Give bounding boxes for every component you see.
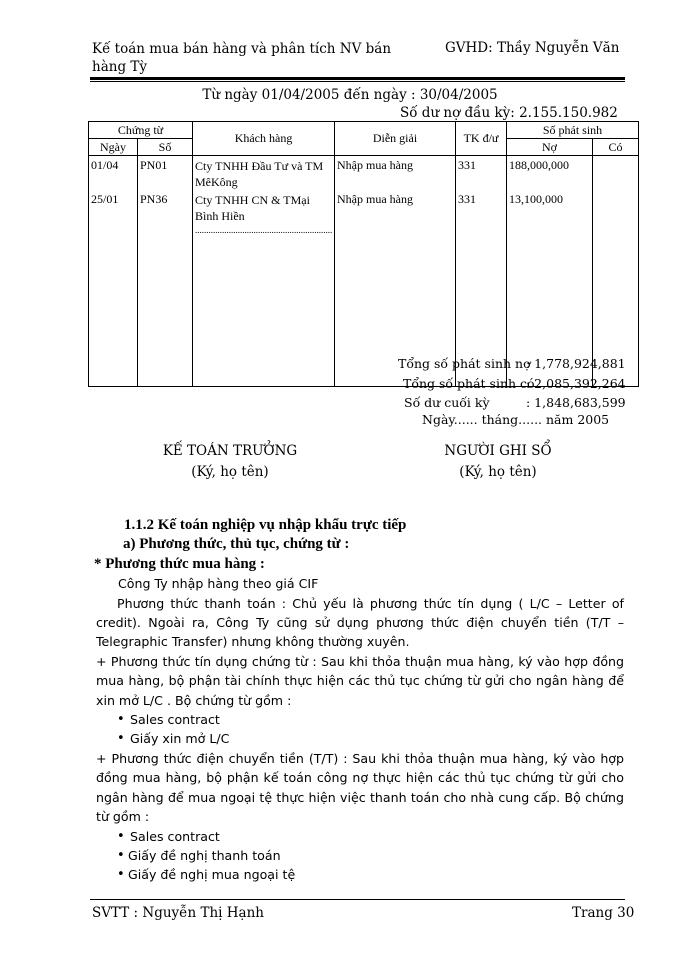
cell-khach-hang <box>193 156 335 191</box>
cell-dien-giai: Nhập mua hàng <box>335 190 456 236</box>
signature-title: NGƯỜI GHI SỔ <box>444 443 552 459</box>
opening-value: : 2.155.150.982 <box>510 105 618 121</box>
cell-no: 188,000,000 <box>507 156 593 191</box>
total-no-row <box>398 354 626 374</box>
col-chung-tu: Chứng từ <box>89 122 193 139</box>
paragraph-payment-method: Phương thức thanh toán : Chủ yếu là phương thức tín dụng ( L/C – Letter of credit). Ngoài ra, Công Ty cũng sử dụng phương thức điện chuyển tiền (T/T – Telegraphic Transfer) nhưng không thường xuyên. <box>96 595 624 650</box>
signature-chief-accountant <box>130 441 330 483</box>
dotted-fill-line: ............................................................. <box>195 225 333 235</box>
paragraph-lc-method: + Phương thức tín dụng chứng từ : Sau khi thỏa thuận mua hàng, ký vào hợp đồng mua hàng, bộ phận tài chính thực hiện các thủ tục chứng từ gửi cho ngân hàng để xin mở L/C . Bộ chứng từ gồm : <box>96 653 624 708</box>
cell-co <box>593 156 639 191</box>
closing-balance-value: : 1,848,683,599 <box>526 395 626 410</box>
table-row <box>89 156 639 191</box>
col-khach-hang: Khách hàng <box>193 122 335 156</box>
footer-rule <box>90 899 625 900</box>
ledger-opening-balance <box>400 105 618 121</box>
cell-dien-giai: Nhập mua hàng <box>335 156 456 191</box>
total-co-row <box>398 374 626 394</box>
footer-page-number: Trang 30 <box>572 905 635 921</box>
paragraph-tt-method: + Phương thức điện chuyển tiền (T/T) : Sau khi thỏa thuận mua hàng, ký vào hợp đồng mua hàng, bộ phận kế toán công nợ thực hiện các thủ tục chứng từ gửi cho ngân hàng để mua ngoại tệ thực hiện việc thanh toán cho nhà cung cấp. Bộ chứng từ gồm : <box>96 750 624 825</box>
cell-so: PN36 <box>138 190 193 236</box>
cell-no: 13,100,000 <box>507 190 593 236</box>
footer-student: SVTT : Nguyễn Thị Hạnh <box>92 905 264 921</box>
col-co: Có <box>593 139 639 156</box>
col-so-phat-sinh: Số phát sinh <box>507 122 639 139</box>
cell-khach-hang-text: Cty TNHH Đầu Tư và TM MêKông <box>195 159 324 189</box>
cell-ngay: 01/04 <box>89 156 138 191</box>
cell-tk: 331 <box>456 190 507 236</box>
total-no-value: : 1,778,924,881 <box>526 356 626 371</box>
total-co-value: : 2,085,392,264 <box>526 375 626 391</box>
signature-bookkeeper <box>398 441 598 483</box>
signature-subtitle: (Ký, họ tên) <box>459 464 537 480</box>
header-rule-thin <box>90 81 625 82</box>
cell-so: PN01 <box>138 156 193 191</box>
cell-tk: 331 <box>456 156 507 191</box>
signature-title: KẾ TOÁN TRƯỞNG <box>162 443 298 459</box>
body-content <box>94 516 624 885</box>
bullet-icon: • <box>117 712 125 728</box>
cell-khach-hang-text: Cty TNHH CN & TMại Bình Hiền <box>195 193 310 223</box>
col-no: Nợ <box>507 139 593 156</box>
header-left: Kế toán mua bán hàng và phân tích NV bán hàng Tỳ <box>92 41 392 75</box>
list-item: • Giấy đề nghị thanh toán <box>112 846 624 865</box>
signature-date-line: Ngày...... tháng...... năm 2005 <box>422 412 610 427</box>
list-item: • Sales contract <box>112 827 624 846</box>
cell-khach-hang <box>193 190 335 236</box>
list-item: • Giấy đề nghị mua ngoại tệ <box>112 865 624 884</box>
opening-label: Số dư nợ đầu kỳ <box>400 105 511 121</box>
section-heading: 1.1.2 Kế toán nghiệp vụ nhập khẩu trực tiếp <box>124 517 407 533</box>
total-no-label: Tổng số phát sinh nợ <box>398 356 531 371</box>
cell-co <box>593 190 639 236</box>
paragraph-cif: Công Ty nhập hàng theo giá CIF <box>118 576 319 592</box>
list-item: • Sales contract <box>112 710 624 729</box>
signature-subtitle: (Ký, họ tên) <box>191 464 269 480</box>
bullet-icon: • <box>117 847 125 863</box>
method-heading: * Phương thức mua hàng : <box>94 555 265 572</box>
closing-balance-label: Số dư cuối kỳ <box>404 395 490 410</box>
table-row <box>89 190 639 236</box>
col-dien-giai: Diễn giải <box>335 122 456 156</box>
col-so: Số <box>138 139 193 156</box>
col-tk-du: TK đ/ư <box>456 122 507 156</box>
cell-ngay: 25/01 <box>89 190 138 236</box>
ledger-period: Từ ngày 01/04/2005 đến ngày : 30/04/2005 <box>202 87 498 103</box>
closing-balance-row <box>398 393 626 413</box>
bullet-icon: • <box>117 731 125 747</box>
header-rule-thick <box>90 77 625 80</box>
bullet-icon: • <box>117 828 125 844</box>
header-right: GVHD: Thầy Nguyễn Văn <box>445 40 620 56</box>
subsection-heading: a) Phương thức, thủ tục, chứng từ : <box>123 536 350 553</box>
bullet-icon: • <box>117 867 125 883</box>
col-ngay: Ngày <box>89 139 138 156</box>
list-item: • Giấy xin mở L/C <box>112 729 624 748</box>
total-co-label: Tổng số phát sinh có <box>403 375 535 391</box>
ledger-totals <box>398 354 626 413</box>
ledger-table <box>88 121 639 387</box>
